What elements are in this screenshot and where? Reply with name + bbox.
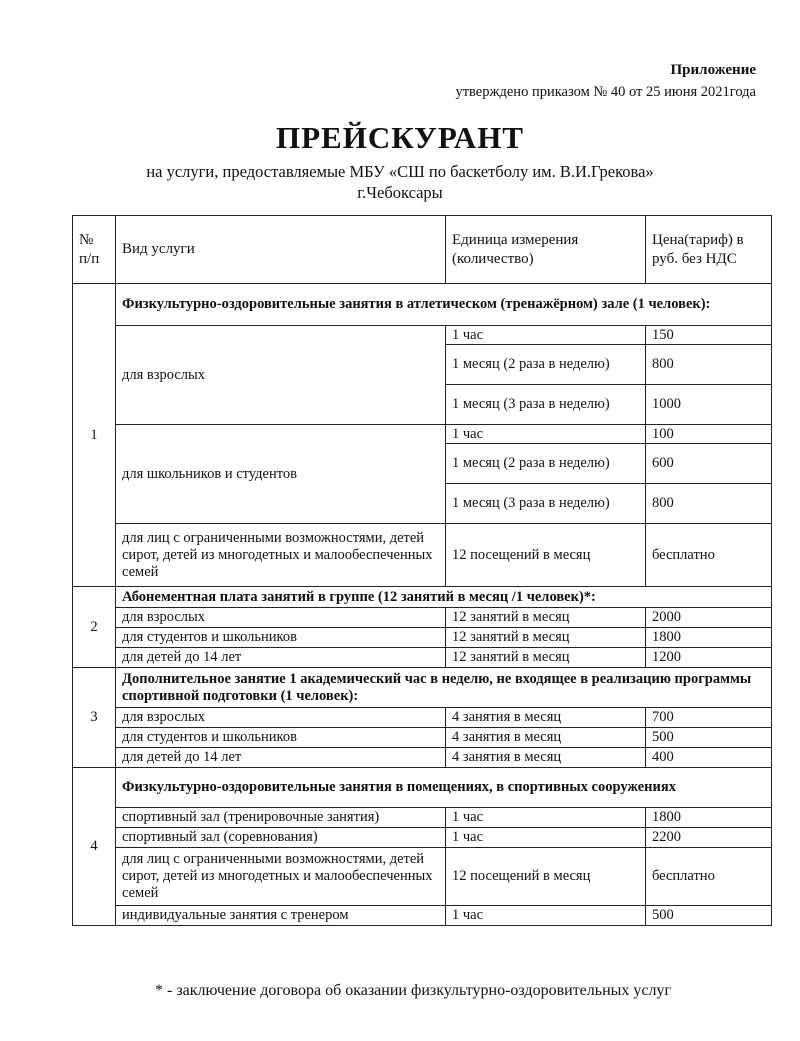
table-row — [73, 906, 772, 926]
table-row — [73, 628, 772, 648]
table-row — [73, 748, 772, 768]
price-cell: 600 — [646, 444, 772, 484]
unit-cell: 12 занятий в месяц — [446, 608, 646, 628]
table-row — [73, 828, 772, 848]
column-header-service: Вид услуги — [116, 216, 446, 284]
unit-cell: 12 занятий в месяц — [446, 628, 646, 648]
table-row — [73, 524, 772, 587]
price-cell: 2000 — [646, 608, 772, 628]
section-title-row — [73, 768, 772, 808]
section-title: Дополнительное занятие 1 академический час в неделю, не входящее в реализацию программы спортивной подготовки (1 человек): — [116, 668, 772, 708]
unit-cell: 12 посещений в месяц — [446, 524, 646, 587]
column-header-price: Цена(тариф) в руб. без НДС — [646, 216, 772, 284]
service-group-label: для школьников и студентов — [116, 425, 446, 524]
footnote: * - заключение договора об оказании физкультурно-оздоровительных услуг — [155, 982, 672, 999]
document-title: ПРЕЙСКУРАНТ — [276, 120, 524, 155]
service-cell: для взрослых — [116, 608, 446, 628]
price-cell: 800 — [646, 484, 772, 524]
service-cell: для лиц с ограниченными возможностями, детей сирот, детей из многодетных и малообеспеченных семей — [116, 524, 446, 587]
table-header-row — [73, 216, 772, 284]
price-cell: бесплатно — [646, 524, 772, 587]
price-cell: 1200 — [646, 648, 772, 668]
service-cell: для лиц с ограниченными возможностями, детей сирот, детей из многодетных и малообеспеченных семей — [116, 848, 446, 906]
service-group-label: для взрослых — [116, 326, 446, 425]
table-row — [73, 326, 772, 345]
section-title-row — [73, 668, 772, 708]
table-row — [73, 808, 772, 828]
city-line: г.Чебоксары — [357, 183, 443, 202]
table-row — [73, 608, 772, 628]
price-table — [72, 215, 772, 926]
unit-cell: 1 час — [446, 425, 646, 444]
price-cell: 700 — [646, 708, 772, 728]
unit-cell: 4 занятия в месяц — [446, 708, 646, 728]
price-cell: 1800 — [646, 628, 772, 648]
price-cell: 100 — [646, 425, 772, 444]
price-cell: 1000 — [646, 385, 772, 425]
service-cell: для взрослых — [116, 708, 446, 728]
document-subtitle: на услуги, предоставляемые МБУ «СШ по баскетболу им. В.И.Грекова» — [146, 162, 654, 181]
service-cell: индивидуальные занятия с тренером — [116, 906, 446, 926]
price-cell: бесплатно — [646, 848, 772, 906]
column-header-unit: Единица измерения (количество) — [446, 216, 646, 284]
unit-cell: 1 час — [446, 828, 646, 848]
approval-line: утверждено приказом № 40 от 25 июня 2021года — [455, 84, 756, 100]
section-number: 2 — [73, 587, 116, 668]
section-title-row — [73, 284, 772, 326]
unit-cell: 4 занятия в месяц — [446, 728, 646, 748]
unit-cell: 1 месяц (2 раза в неделю) — [446, 444, 646, 484]
table-row — [73, 708, 772, 728]
section-number: 1 — [73, 284, 116, 587]
unit-cell: 1 месяц (2 раза в неделю) — [446, 345, 646, 385]
table-row — [73, 648, 772, 668]
unit-cell: 1 месяц (3 раза в неделю) — [446, 385, 646, 425]
section-title: Абонементная плата занятий в группе (12 занятий в месяц /1 человек)*: — [116, 587, 772, 608]
table-row — [73, 425, 772, 444]
unit-cell: 1 час — [446, 906, 646, 926]
table-row — [73, 848, 772, 906]
section-number: 3 — [73, 668, 116, 768]
service-cell: для детей до 14 лет — [116, 748, 446, 768]
price-cell: 800 — [646, 345, 772, 385]
price-cell: 150 — [646, 326, 772, 345]
unit-cell: 1 час — [446, 326, 646, 345]
column-header-number: № п/п — [73, 216, 116, 284]
unit-cell: 1 месяц (3 раза в неделю) — [446, 484, 646, 524]
unit-cell: 12 занятий в месяц — [446, 648, 646, 668]
section-number: 4 — [73, 768, 116, 926]
price-cell: 500 — [646, 728, 772, 748]
service-cell: для студентов и школьников — [116, 628, 446, 648]
unit-cell: 1 час — [446, 808, 646, 828]
appendix-title: Приложение — [670, 62, 756, 78]
unit-cell: 4 занятия в месяц — [446, 748, 646, 768]
unit-cell: 12 посещений в месяц — [446, 848, 646, 906]
service-cell: спортивный зал (соревнования) — [116, 828, 446, 848]
service-cell: для студентов и школьников — [116, 728, 446, 748]
price-cell: 2200 — [646, 828, 772, 848]
service-cell: для детей до 14 лет — [116, 648, 446, 668]
table-row — [73, 728, 772, 748]
price-cell: 1800 — [646, 808, 772, 828]
price-cell: 500 — [646, 906, 772, 926]
section-title: Физкультурно-оздоровительные занятия в помещениях, в спортивных сооружениях — [116, 768, 772, 808]
section-title-row — [73, 587, 772, 608]
price-cell: 400 — [646, 748, 772, 768]
service-cell: спортивный зал (тренировочные занятия) — [116, 808, 446, 828]
section-title: Физкультурно-оздоровительные занятия в атлетическом (тренажёрном) зале (1 человек): — [116, 284, 772, 326]
